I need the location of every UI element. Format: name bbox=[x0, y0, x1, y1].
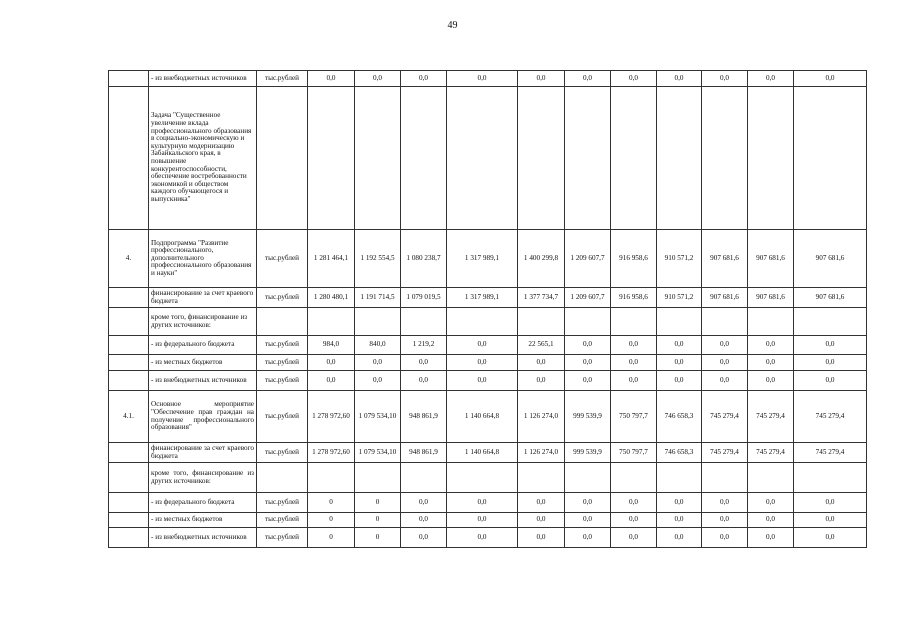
value-cell: 0,0 bbox=[794, 355, 867, 371]
unit-cell: тыс.рублей bbox=[257, 493, 308, 513]
value-cell: 1 192 554,5 bbox=[355, 230, 401, 288]
value-cell: 745 279,4 bbox=[794, 391, 867, 443]
table-row bbox=[109, 71, 867, 87]
value-cell: 0,0 bbox=[748, 355, 794, 371]
value-cell: 1 209 607,7 bbox=[565, 288, 611, 308]
value-cell: 907 681,6 bbox=[702, 230, 748, 288]
value-cell: 0,0 bbox=[565, 371, 611, 391]
value-cell: 0,0 bbox=[565, 336, 611, 355]
value-cell: 910 571,2 bbox=[657, 288, 702, 308]
row-name-cell: - из федерального бюджета bbox=[149, 336, 257, 355]
table-row bbox=[109, 371, 867, 391]
value-cell: 0,0 bbox=[748, 513, 794, 528]
value-cell: 0,0 bbox=[401, 528, 447, 548]
value-cell bbox=[355, 87, 401, 230]
value-cell: 745 279,4 bbox=[702, 443, 748, 463]
value-cell: 0 bbox=[308, 513, 355, 528]
value-cell: 746 658,3 bbox=[657, 443, 702, 463]
value-cell: 0,0 bbox=[702, 71, 748, 87]
value-cell: 0,0 bbox=[518, 371, 565, 391]
table-row bbox=[109, 463, 867, 493]
unit-cell: тыс.рублей bbox=[257, 371, 308, 391]
table-body bbox=[109, 71, 867, 548]
value-cell: 1 317 989,1 bbox=[447, 230, 518, 288]
row-number-cell bbox=[109, 288, 149, 308]
value-cell bbox=[401, 87, 447, 230]
unit-cell: тыс.рублей bbox=[257, 355, 308, 371]
value-cell: 0,0 bbox=[611, 371, 657, 391]
value-cell: 0,0 bbox=[447, 336, 518, 355]
value-cell: 0,0 bbox=[308, 371, 355, 391]
value-cell: 0,0 bbox=[611, 336, 657, 355]
value-cell: 1 126 274,0 bbox=[518, 443, 565, 463]
value-cell: 0,0 bbox=[657, 71, 702, 87]
value-cell: 1 278 972,60 bbox=[308, 443, 355, 463]
value-cell: 746 658,3 bbox=[657, 391, 702, 443]
row-name-cell: - из местных бюджетов bbox=[149, 513, 257, 528]
value-cell: 0,0 bbox=[447, 355, 518, 371]
value-cell: 0,0 bbox=[611, 355, 657, 371]
table-row bbox=[109, 230, 867, 288]
value-cell: 948 861,9 bbox=[401, 391, 447, 443]
value-cell bbox=[748, 463, 794, 493]
value-cell: 1 126 274,0 bbox=[518, 391, 565, 443]
value-cell: 910 571,2 bbox=[657, 230, 702, 288]
value-cell: 0,0 bbox=[308, 71, 355, 87]
row-name-cell: - из внебюджетных источников bbox=[149, 371, 257, 391]
value-cell: 1 140 664,8 bbox=[447, 443, 518, 463]
value-cell: 0,0 bbox=[657, 371, 702, 391]
value-cell: 840,0 bbox=[355, 336, 401, 355]
table-row bbox=[109, 391, 867, 443]
value-cell bbox=[518, 308, 565, 336]
value-cell: 0,0 bbox=[447, 493, 518, 513]
value-cell: 0,0 bbox=[611, 71, 657, 87]
table-row bbox=[109, 443, 867, 463]
row-name-cell: Подпрограмма "Развитие профессионального, дополнительного профессионального образования и науки" bbox=[149, 230, 257, 288]
row-name-cell: финансирование за счет краевого бюджета bbox=[149, 443, 257, 463]
value-cell bbox=[611, 308, 657, 336]
value-cell bbox=[401, 463, 447, 493]
row-name-cell: Задача "Существенное увеличение вклада профессионального образования в социально-экономическую и культурную модернизацию Забайкальского края, в повышение конкурентоспособности, обеспечение востребованности экономикой и обществом каждого обучающегося и выпускника" bbox=[149, 87, 257, 230]
value-cell: 0,0 bbox=[748, 528, 794, 548]
unit-cell bbox=[257, 463, 308, 493]
value-cell bbox=[308, 463, 355, 493]
value-cell: 1 140 664,8 bbox=[447, 391, 518, 443]
row-name-cell: - из федерального бюджета bbox=[149, 493, 257, 513]
value-cell: 1 280 480,1 bbox=[308, 288, 355, 308]
value-cell: 745 279,4 bbox=[702, 391, 748, 443]
value-cell bbox=[308, 308, 355, 336]
row-name-cell: кроме того, финансирование из других источников: bbox=[149, 308, 257, 336]
value-cell bbox=[565, 463, 611, 493]
value-cell bbox=[518, 87, 565, 230]
unit-cell: тыс.рублей bbox=[257, 443, 308, 463]
value-cell bbox=[401, 308, 447, 336]
value-cell: 0,0 bbox=[401, 493, 447, 513]
value-cell: 0,0 bbox=[748, 336, 794, 355]
value-cell: 1 317 989,1 bbox=[447, 288, 518, 308]
row-number-cell bbox=[109, 308, 149, 336]
value-cell: 0,0 bbox=[401, 513, 447, 528]
value-cell bbox=[702, 463, 748, 493]
value-cell: 0 bbox=[355, 493, 401, 513]
value-cell: 0,0 bbox=[794, 513, 867, 528]
value-cell bbox=[794, 308, 867, 336]
value-cell: 0 bbox=[308, 528, 355, 548]
value-cell bbox=[657, 87, 702, 230]
value-cell: 0,0 bbox=[447, 528, 518, 548]
value-cell: 0,0 bbox=[518, 528, 565, 548]
value-cell: 0,0 bbox=[401, 71, 447, 87]
unit-cell: тыс.рублей bbox=[257, 230, 308, 288]
value-cell: 907 681,6 bbox=[794, 288, 867, 308]
row-name-cell: - из внебюджетных источников bbox=[149, 528, 257, 548]
value-cell: 1 080 238,7 bbox=[401, 230, 447, 288]
value-cell: 948 861,9 bbox=[401, 443, 447, 463]
value-cell bbox=[355, 308, 401, 336]
value-cell bbox=[447, 463, 518, 493]
value-cell: 0,0 bbox=[702, 513, 748, 528]
value-cell: 0,0 bbox=[565, 71, 611, 87]
value-cell: 1 281 464,1 bbox=[308, 230, 355, 288]
value-cell bbox=[611, 87, 657, 230]
budget-table bbox=[108, 70, 867, 548]
value-cell: 1 219,2 bbox=[401, 336, 447, 355]
row-number-cell bbox=[109, 336, 149, 355]
unit-cell: тыс.рублей bbox=[257, 288, 308, 308]
value-cell: 1 209 607,7 bbox=[565, 230, 611, 288]
value-cell: 1 400 299,8 bbox=[518, 230, 565, 288]
value-cell: 0,0 bbox=[702, 493, 748, 513]
row-name-cell: кроме того, финансирование из других источников: bbox=[149, 463, 257, 493]
value-cell bbox=[611, 463, 657, 493]
row-number-cell bbox=[109, 371, 149, 391]
value-cell: 745 279,4 bbox=[748, 391, 794, 443]
unit-cell bbox=[257, 87, 308, 230]
value-cell: 0,0 bbox=[657, 513, 702, 528]
value-cell: 0,0 bbox=[611, 528, 657, 548]
value-cell: 907 681,6 bbox=[702, 288, 748, 308]
value-cell bbox=[657, 308, 702, 336]
unit-cell: тыс.рублей bbox=[257, 513, 308, 528]
value-cell: 0,0 bbox=[308, 355, 355, 371]
value-cell: 0,0 bbox=[565, 355, 611, 371]
value-cell: 916 958,6 bbox=[611, 288, 657, 308]
row-number-cell bbox=[109, 463, 149, 493]
value-cell: 0,0 bbox=[748, 493, 794, 513]
value-cell: 0,0 bbox=[401, 355, 447, 371]
value-cell: 750 797,7 bbox=[611, 443, 657, 463]
value-cell: 750 797,7 bbox=[611, 391, 657, 443]
value-cell bbox=[657, 463, 702, 493]
value-cell: 0,0 bbox=[794, 371, 867, 391]
value-cell: 0,0 bbox=[611, 513, 657, 528]
value-cell: 0,0 bbox=[447, 513, 518, 528]
row-number-cell bbox=[109, 443, 149, 463]
value-cell bbox=[447, 87, 518, 230]
value-cell: 0,0 bbox=[447, 371, 518, 391]
value-cell: 0,0 bbox=[794, 71, 867, 87]
value-cell: 0,0 bbox=[748, 71, 794, 87]
value-cell bbox=[565, 87, 611, 230]
table-row bbox=[109, 528, 867, 548]
value-cell: 0,0 bbox=[355, 71, 401, 87]
value-cell: 0,0 bbox=[794, 336, 867, 355]
value-cell: 999 539,9 bbox=[565, 391, 611, 443]
value-cell: 0 bbox=[308, 493, 355, 513]
value-cell: 745 279,4 bbox=[794, 443, 867, 463]
table-row bbox=[109, 288, 867, 308]
value-cell: 0,0 bbox=[702, 371, 748, 391]
value-cell bbox=[748, 308, 794, 336]
unit-cell bbox=[257, 308, 308, 336]
row-number-cell bbox=[109, 513, 149, 528]
value-cell: 0,0 bbox=[518, 355, 565, 371]
value-cell: 0,0 bbox=[702, 336, 748, 355]
row-name-cell: - из местных бюджетов bbox=[149, 355, 257, 371]
value-cell: 0,0 bbox=[447, 71, 518, 87]
row-number-cell bbox=[109, 87, 149, 230]
row-name-cell: финансирование за счет краевого бюджета bbox=[149, 288, 257, 308]
value-cell: 916 958,6 bbox=[611, 230, 657, 288]
value-cell: 0 bbox=[355, 528, 401, 548]
value-cell: 907 681,6 bbox=[748, 230, 794, 288]
value-cell: 907 681,6 bbox=[748, 288, 794, 308]
value-cell: 999 539,9 bbox=[565, 443, 611, 463]
table-row bbox=[109, 87, 867, 230]
row-name-cell: Основное мероприятие "Обеспечение прав граждан на получение профессионального образования" bbox=[149, 391, 257, 443]
value-cell: 0,0 bbox=[748, 371, 794, 391]
value-cell: 0,0 bbox=[565, 513, 611, 528]
value-cell: 0 bbox=[355, 513, 401, 528]
value-cell: 1 191 714,5 bbox=[355, 288, 401, 308]
value-cell bbox=[794, 87, 867, 230]
table-row bbox=[109, 513, 867, 528]
table-row bbox=[109, 355, 867, 371]
value-cell: 0,0 bbox=[355, 355, 401, 371]
value-cell: 0,0 bbox=[794, 493, 867, 513]
value-cell: 0,0 bbox=[355, 371, 401, 391]
value-cell: 0,0 bbox=[401, 371, 447, 391]
value-cell: 1 377 734,7 bbox=[518, 288, 565, 308]
row-name-cell: - из внебюджетных источников bbox=[149, 71, 257, 87]
value-cell: 0,0 bbox=[518, 493, 565, 513]
unit-cell: тыс.рублей bbox=[257, 391, 308, 443]
value-cell: 0,0 bbox=[565, 528, 611, 548]
unit-cell: тыс.рублей bbox=[257, 528, 308, 548]
value-cell: 984,0 bbox=[308, 336, 355, 355]
value-cell: 1 278 972,60 bbox=[308, 391, 355, 443]
row-number-cell: 4.1. bbox=[109, 391, 149, 443]
value-cell: 0,0 bbox=[702, 355, 748, 371]
value-cell: 0,0 bbox=[611, 493, 657, 513]
value-cell: 0,0 bbox=[657, 493, 702, 513]
value-cell: 0,0 bbox=[518, 71, 565, 87]
value-cell: 0,0 bbox=[657, 336, 702, 355]
table-row bbox=[109, 493, 867, 513]
page-number: 49 bbox=[447, 20, 458, 31]
value-cell bbox=[518, 463, 565, 493]
value-cell: 907 681,6 bbox=[794, 230, 867, 288]
value-cell: 745 279,4 bbox=[748, 443, 794, 463]
row-number-cell bbox=[109, 493, 149, 513]
table-row bbox=[109, 336, 867, 355]
table-row bbox=[109, 308, 867, 336]
value-cell bbox=[565, 308, 611, 336]
value-cell: 0,0 bbox=[702, 528, 748, 548]
value-cell bbox=[702, 87, 748, 230]
value-cell: 22 565,1 bbox=[518, 336, 565, 355]
value-cell: 0,0 bbox=[518, 513, 565, 528]
value-cell bbox=[308, 87, 355, 230]
row-number-cell bbox=[109, 355, 149, 371]
value-cell: 1 079 534,10 bbox=[355, 391, 401, 443]
value-cell bbox=[794, 463, 867, 493]
unit-cell: тыс.рублей bbox=[257, 71, 308, 87]
row-number-cell bbox=[109, 528, 149, 548]
value-cell: 0,0 bbox=[794, 528, 867, 548]
value-cell: 0,0 bbox=[657, 528, 702, 548]
row-number-cell: 4. bbox=[109, 230, 149, 288]
value-cell bbox=[748, 87, 794, 230]
value-cell: 1 079 534,10 bbox=[355, 443, 401, 463]
value-cell: 0,0 bbox=[657, 355, 702, 371]
value-cell bbox=[702, 308, 748, 336]
unit-cell: тыс.рублей bbox=[257, 336, 308, 355]
value-cell: 1 079 019,5 bbox=[401, 288, 447, 308]
value-cell bbox=[447, 308, 518, 336]
value-cell bbox=[355, 463, 401, 493]
value-cell: 0,0 bbox=[565, 493, 611, 513]
row-number-cell bbox=[109, 71, 149, 87]
